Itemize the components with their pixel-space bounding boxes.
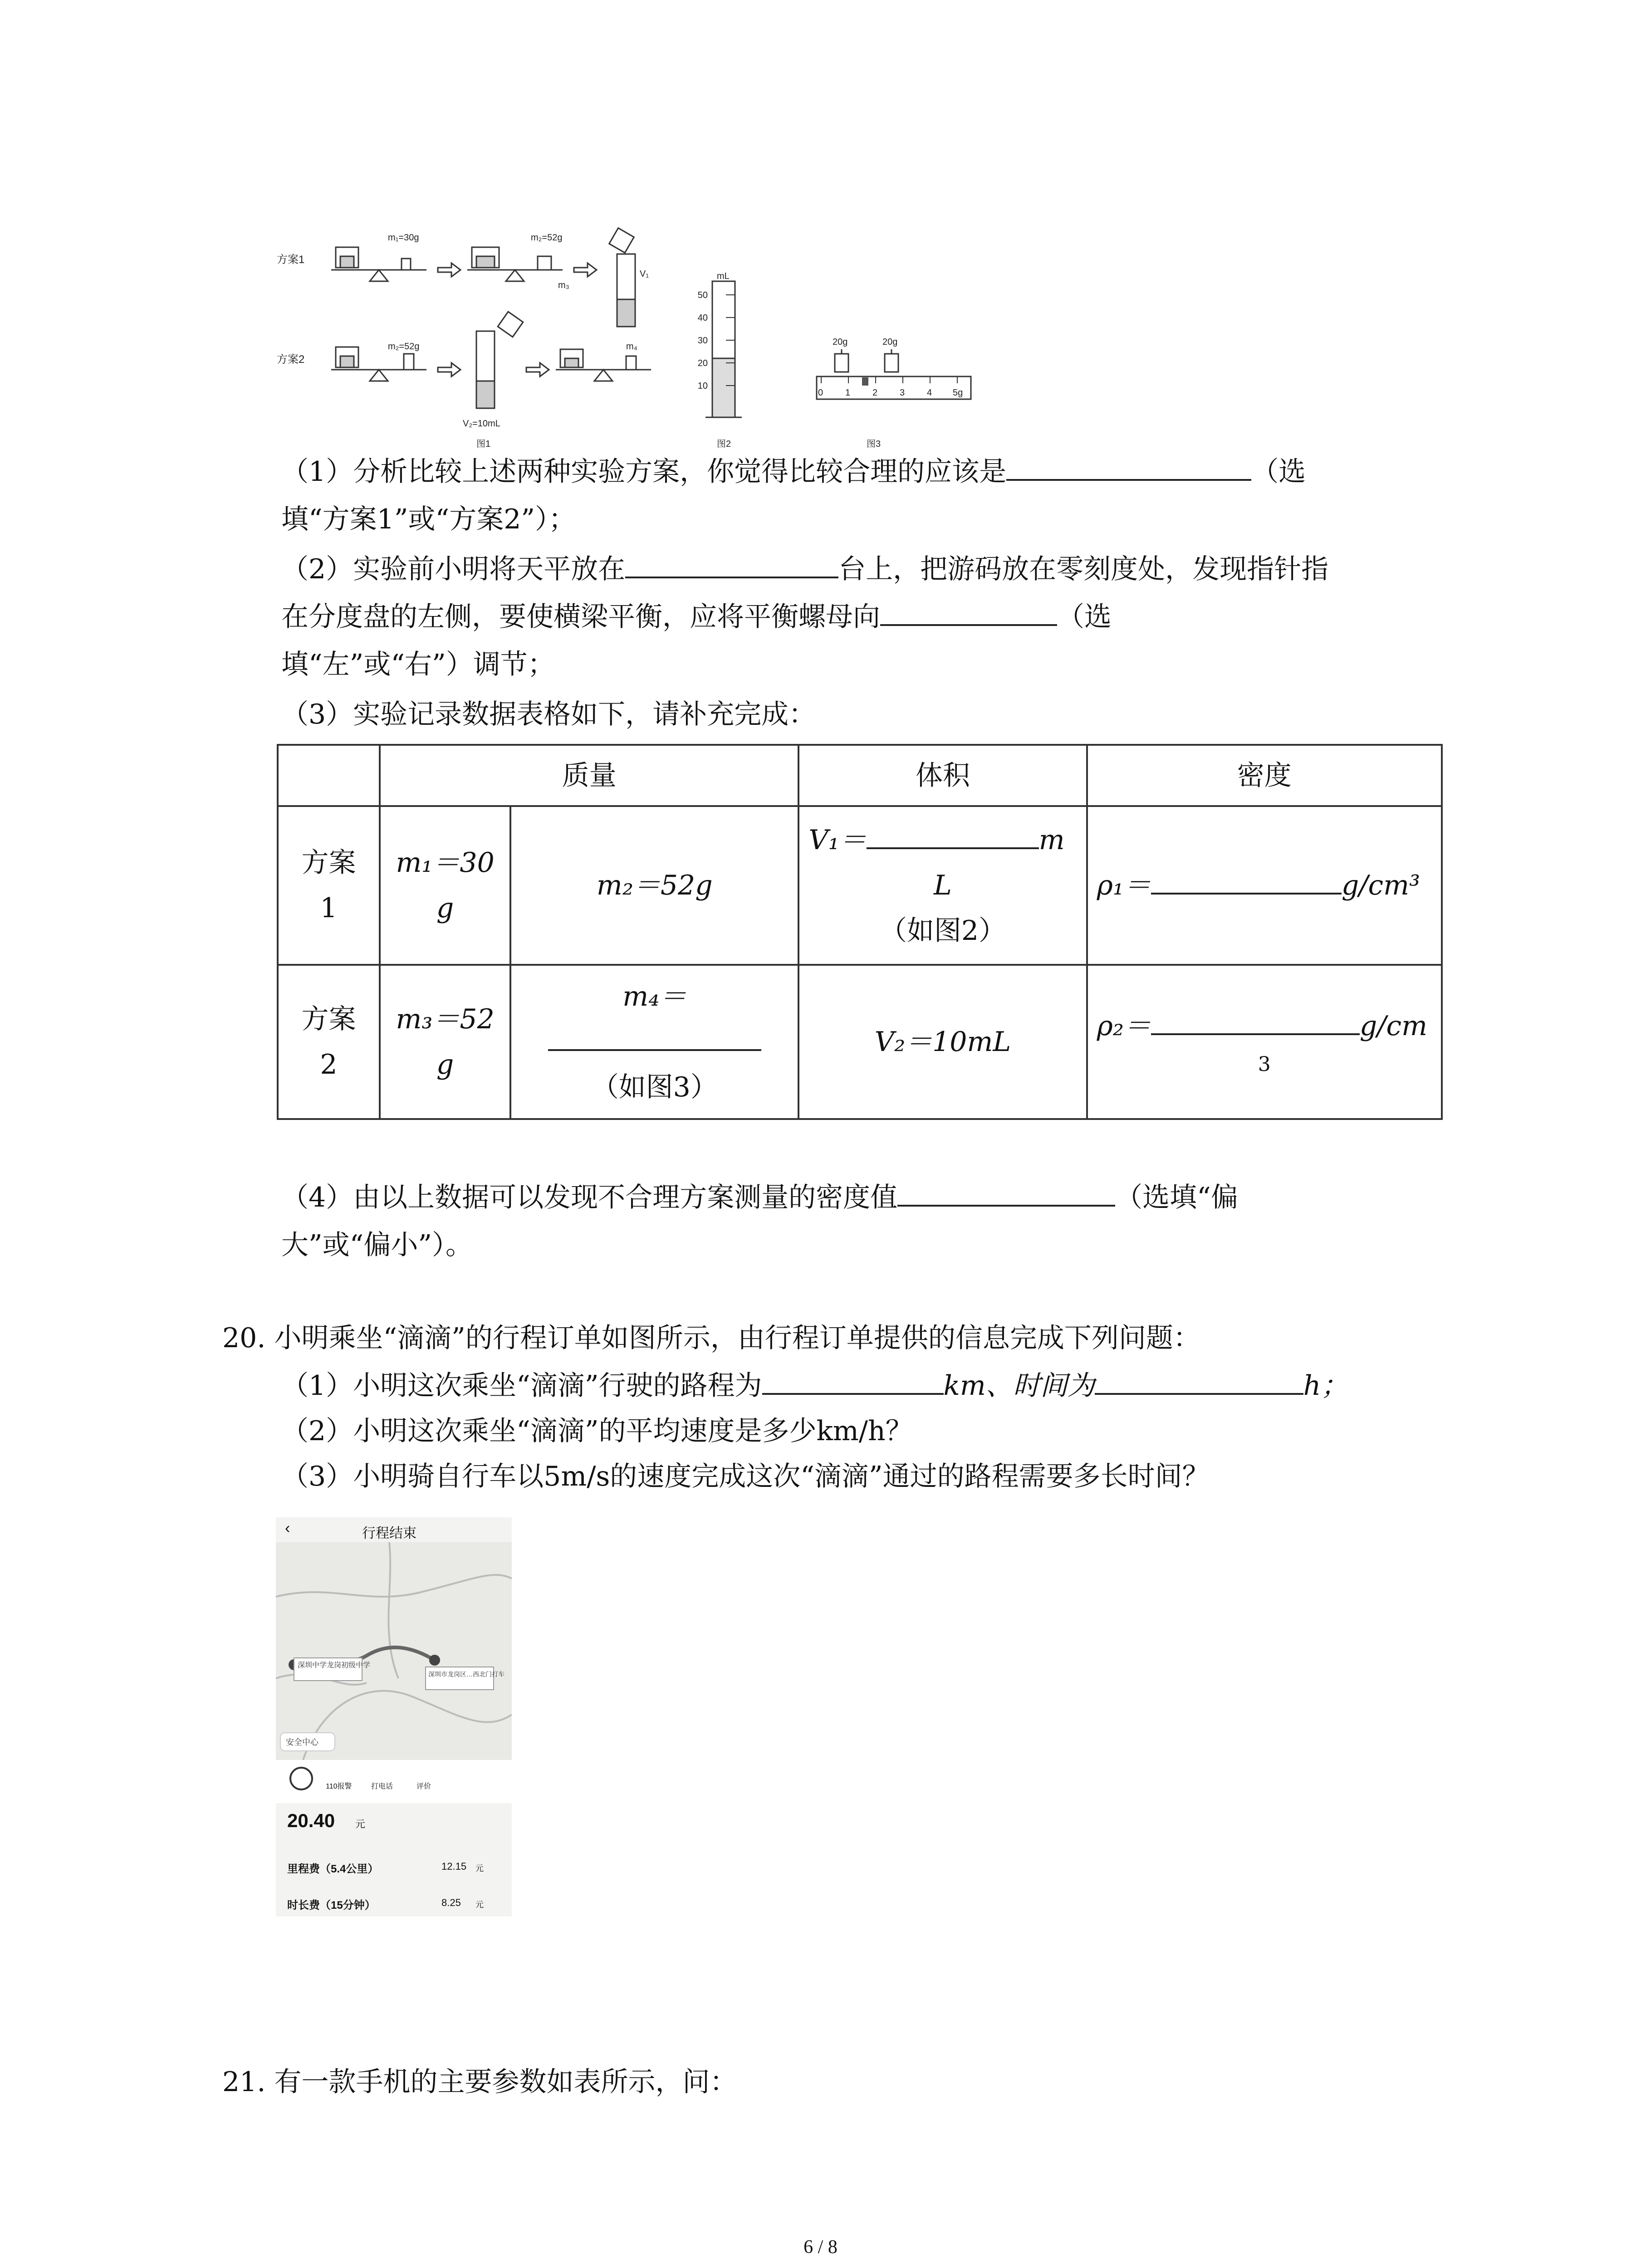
- header-density: 密度: [1087, 745, 1442, 806]
- avatar: [289, 1767, 313, 1790]
- answer-blank[interactable]: [1095, 1366, 1303, 1395]
- place-end: 深圳市龙岗区…西北门打车: [428, 1671, 505, 1678]
- v2-label: V₂=10mL: [463, 419, 500, 429]
- cell-m3: m₃＝52 g: [380, 965, 510, 1119]
- place-start: 深圳中学龙岗初级中学: [298, 1662, 371, 1669]
- rate-button[interactable]: 评价: [416, 1783, 431, 1790]
- q19-part2-line3: 填“左”或“右”）调节；: [281, 649, 555, 680]
- cylinder-unit: mL: [717, 271, 730, 281]
- header-mass: 质量: [380, 745, 798, 806]
- duration-fee-value: 8.25: [441, 1897, 461, 1908]
- safety-center-button[interactable]: 安全中心: [286, 1738, 318, 1747]
- answer-blank[interactable]: [762, 1366, 944, 1395]
- scale-tick: 4: [927, 388, 932, 398]
- scheme1-label: 方案1: [277, 254, 305, 266]
- call-button[interactable]: 打电话: [371, 1783, 393, 1790]
- q19-part4-line1: （4）由以上数据可以发现不合理方案测量的密度值 （选填“偏: [281, 1175, 1238, 1220]
- duration-fee-unit: 元: [475, 1900, 484, 1909]
- mileage-fee-unit: 元: [475, 1864, 484, 1873]
- q20-part2: （2）小明这次乘坐“滴滴”的平均速度是多少km/h？: [281, 1415, 913, 1447]
- answer-blank[interactable]: [1006, 452, 1251, 481]
- cell-m1: m₁＝30 g: [380, 806, 510, 965]
- cylinder-tick: 50: [697, 290, 708, 300]
- q19-part3: （3）实验记录数据表格如下，请补充完成：: [281, 699, 816, 730]
- fig2-caption: 图2: [717, 439, 731, 449]
- cell-v2: V₂＝10mL: [798, 965, 1087, 1119]
- back-icon[interactable]: ‹: [285, 1520, 290, 1537]
- answer-blank[interactable]: [1151, 1006, 1360, 1035]
- scale-tick: 2: [872, 388, 878, 398]
- scale-tick: 3: [900, 388, 905, 398]
- mileage-fee-value: 12.15: [441, 1861, 467, 1872]
- q21-stem: 21. 有一款手机的主要参数如表所示，问：: [222, 2066, 737, 2098]
- police-button[interactable]: 110报警: [326, 1783, 352, 1790]
- v1-label: V₁: [640, 269, 649, 279]
- header-volume: 体积: [798, 745, 1087, 806]
- scale-tick: 0: [818, 388, 823, 398]
- q20-part3: （3）小明骑自行车以5m/s的速度完成这次“滴滴”通过的路程需要多长时间？: [281, 1461, 1210, 1492]
- didi-title: 行程结束: [362, 1526, 416, 1541]
- q19-part4-line2: 大”或“偏小”）。: [281, 1229, 473, 1261]
- table-row: [278, 806, 1442, 965]
- answer-blank[interactable]: [867, 820, 1039, 849]
- q19-part1-line1: （1）分析比较上述两种实验方案，你觉得比较合理的应该是 （选: [281, 449, 1306, 494]
- table-row: [278, 965, 1442, 1119]
- total-fare-unit: 元: [355, 1818, 366, 1830]
- q19-part2-line1: （2）实验前小明将天平放在 台上，把游码放在零刻度处，发现指针指: [281, 547, 1328, 592]
- total-fare: 20.40: [287, 1810, 335, 1831]
- q20-stem: 20. 小明乘坐“滴滴”的行程订单如图所示，由行程订单提供的信息完成下列问题：: [222, 1322, 1200, 1354]
- answer-blank[interactable]: [548, 1022, 761, 1051]
- row-scheme1: 方案 1: [278, 806, 380, 965]
- table-header-row: [278, 745, 1442, 806]
- route-map: [276, 1542, 512, 1760]
- cylinder-tick: 30: [697, 336, 708, 346]
- answer-blank[interactable]: [1151, 865, 1342, 894]
- cell-m4: m₄＝ （如图3）: [510, 965, 798, 1119]
- cylinder-tick: 40: [697, 313, 708, 323]
- cylinder-tick: 10: [697, 381, 708, 391]
- row-scheme2: 方案 2: [278, 965, 380, 1119]
- fig1-caption: 图1: [476, 439, 491, 449]
- answer-blank[interactable]: [880, 597, 1057, 626]
- q19-part2-line2: 在分度盘的左侧，要使横梁平衡，应将平衡螺母向 （选: [281, 594, 1112, 640]
- mileage-fee-label: 里程费（5.4公里）: [287, 1863, 379, 1875]
- didi-order-screenshot: [276, 1517, 512, 1916]
- weight-label: 20g: [833, 337, 848, 347]
- m2-label: m₂=52g: [531, 233, 563, 243]
- scale-tick: 5g: [953, 388, 963, 398]
- page-number: 6 / 8: [803, 2237, 838, 2258]
- m4-label: m₄: [626, 342, 637, 352]
- cell-m2: m₂＝52g: [510, 806, 798, 965]
- cell-v1: V₁＝ m L （如图2）: [798, 806, 1087, 965]
- duration-fee-label: 时长费（15分钟）: [287, 1899, 376, 1911]
- cell-rho2: ρ₂＝ g/cm 3: [1087, 965, 1442, 1119]
- answer-blank[interactable]: [897, 1178, 1115, 1207]
- m3-label: m₃: [558, 280, 569, 290]
- scale-tick: 1: [845, 388, 851, 398]
- cell-rho1: ρ₁＝ g/cm³: [1087, 806, 1442, 965]
- scheme2-label: 方案2: [277, 353, 305, 366]
- fig3-caption: 图3: [867, 439, 881, 449]
- answer-blank[interactable]: [625, 549, 838, 578]
- cylinder-tick: 20: [697, 358, 708, 368]
- weight-label: 20g: [882, 337, 898, 347]
- experiment-table: [277, 744, 1443, 1120]
- experiment-figures: [272, 213, 980, 458]
- q20-part1: （1）小明这次乘坐“滴滴”行驶的路程为 km、时间为 h；: [281, 1363, 1348, 1408]
- action-bar: [276, 1760, 512, 1803]
- q19-part1-line2: 填“方案1”或“方案2”）；: [281, 503, 576, 535]
- m2b-label: m₂=52g: [388, 342, 420, 352]
- m1-label: m₁=30g: [388, 233, 419, 243]
